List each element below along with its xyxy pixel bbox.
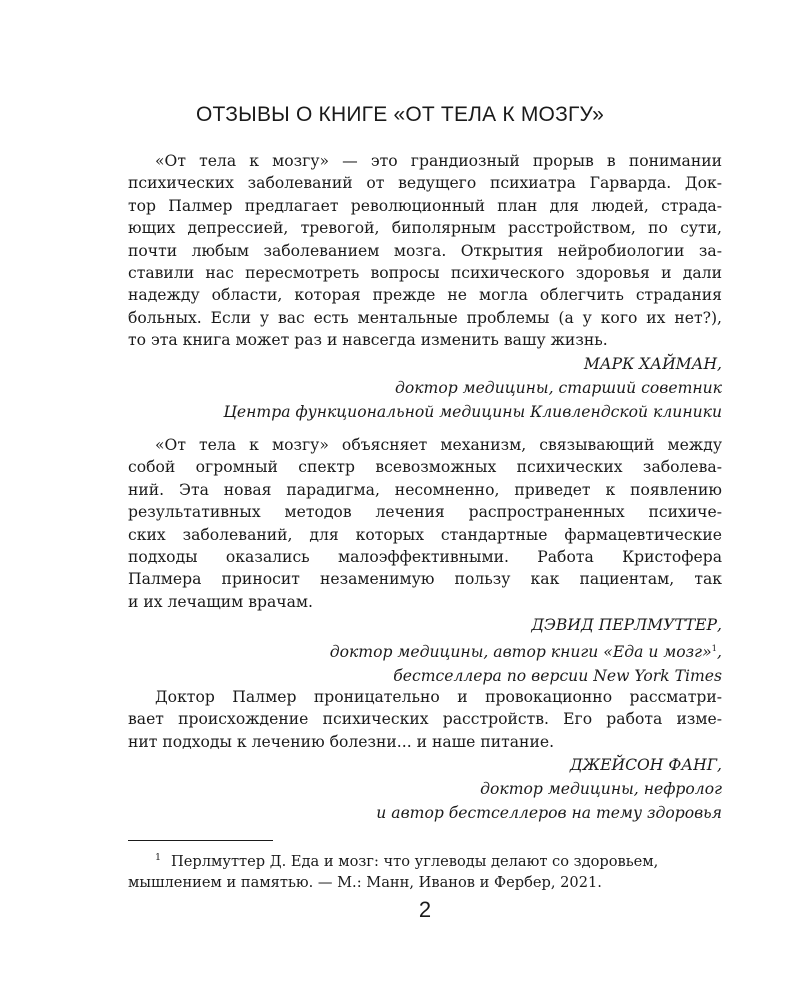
text-line: собой огромный спектр всевозможных психических заболева- [128, 458, 722, 477]
review-attribution [128, 613, 722, 688]
text-line: ний. Эта новая парадигма, несомненно, приведет к появлению [128, 480, 722, 499]
footnote-mark: 1 [155, 852, 162, 863]
page-title: ОТЗЫВЫ О КНИГЕ «ОТ ТЕЛА К МОЗГУ» [195, 103, 605, 126]
text-line: и их лечащим врачам. [128, 592, 313, 611]
review-text [128, 686, 722, 753]
reviewer-credentials: доктор медицины, нефролог [480, 780, 722, 799]
text-line: нит подходы к лечению болезни... и наше питание. [128, 732, 555, 751]
reviewer-credentials: и автор бестселлеров на тему здоровья [376, 804, 722, 823]
review-3 [128, 686, 722, 825]
reviewer-name: МАРК ХАЙМАН, [583, 354, 722, 373]
review-2 [128, 434, 722, 688]
text-line: «От тела к мозгу» объясняет механизм, связывающий между [155, 436, 722, 454]
text-line: больных. Если у вас есть ментальные проблемы (а у кого их нет?), [128, 308, 722, 327]
review-attribution [128, 753, 722, 825]
text-line: Доктор Палмер проницательно и провокационно рассматри- [155, 688, 722, 706]
footnote-line [128, 847, 722, 872]
text-line: ских заболеваний, для которых стандартные фармацевтические [128, 525, 722, 544]
text-line: ющих депрессией, тревогой, биполярным расстройством, по сути, [128, 219, 722, 238]
footnote [128, 847, 722, 893]
text-line: подходы оказались малоэффективными. Работа Кристофера [128, 548, 722, 567]
reviewer-credentials: Центра функциональной медицины Кливлендской клиники [223, 402, 722, 421]
text-line: ставили нас пересмотреть вопросы психического здоровья и дали [128, 264, 722, 283]
page-number: 2 [418, 897, 432, 922]
footnote-reference: 1 [711, 644, 718, 655]
reviewer-name: ДЖЕЙСОН ФАНГ, [569, 756, 722, 775]
text-line: почти любым заболеванием мозга. Открытия нейробиологии за- [128, 241, 722, 260]
text-line: вает происхождение психических расстройств. Его работа изме- [128, 710, 722, 729]
reviewer-credentials: доктор медицины, автор книги «Еда и мозг»$^1$, [329, 643, 722, 662]
reviewer-credentials: бестселлера по версии New York Times [393, 667, 722, 686]
footnote-text: Перлмуттер Д. Еда и мозг: что углеводы делают со здоровьем, [171, 853, 659, 870]
text-line: тор Палмер предлагает революционный план для людей, страда- [128, 196, 722, 215]
text-line: то эта книга может раз и навсегда изменить вашу жизнь. [128, 331, 608, 350]
reviewer-name: ДЭВИД ПЕРЛМУТТЕР, [531, 616, 722, 635]
reviewer-credentials: доктор медицины, старший советник [394, 378, 722, 397]
text-line: результативных методов лечения распространенных психиче- [128, 503, 722, 522]
footnote-line: мышлением и памятью. — М.: Манн, Иванов и Фербер, 2021. [128, 874, 602, 891]
review-1 [128, 150, 722, 424]
text-line: надежду области, которая прежде не могла облегчить страдания [128, 286, 722, 305]
text-line: психических заболеваний от ведущего психиатра Гарварда. Док- [128, 174, 722, 193]
credentials-text: доктор медицины, автор книги «Еда и мозг» [329, 643, 712, 662]
review-attribution [128, 352, 722, 424]
footnote-divider [128, 840, 273, 841]
review-text [128, 150, 722, 352]
text-line: «От тела к мозгу» — это грандиозный прорыв в понимании [155, 152, 722, 170]
review-text [128, 434, 722, 613]
text-line: Палмера приносит незаменимую пользу как пациентам, так [128, 570, 722, 589]
